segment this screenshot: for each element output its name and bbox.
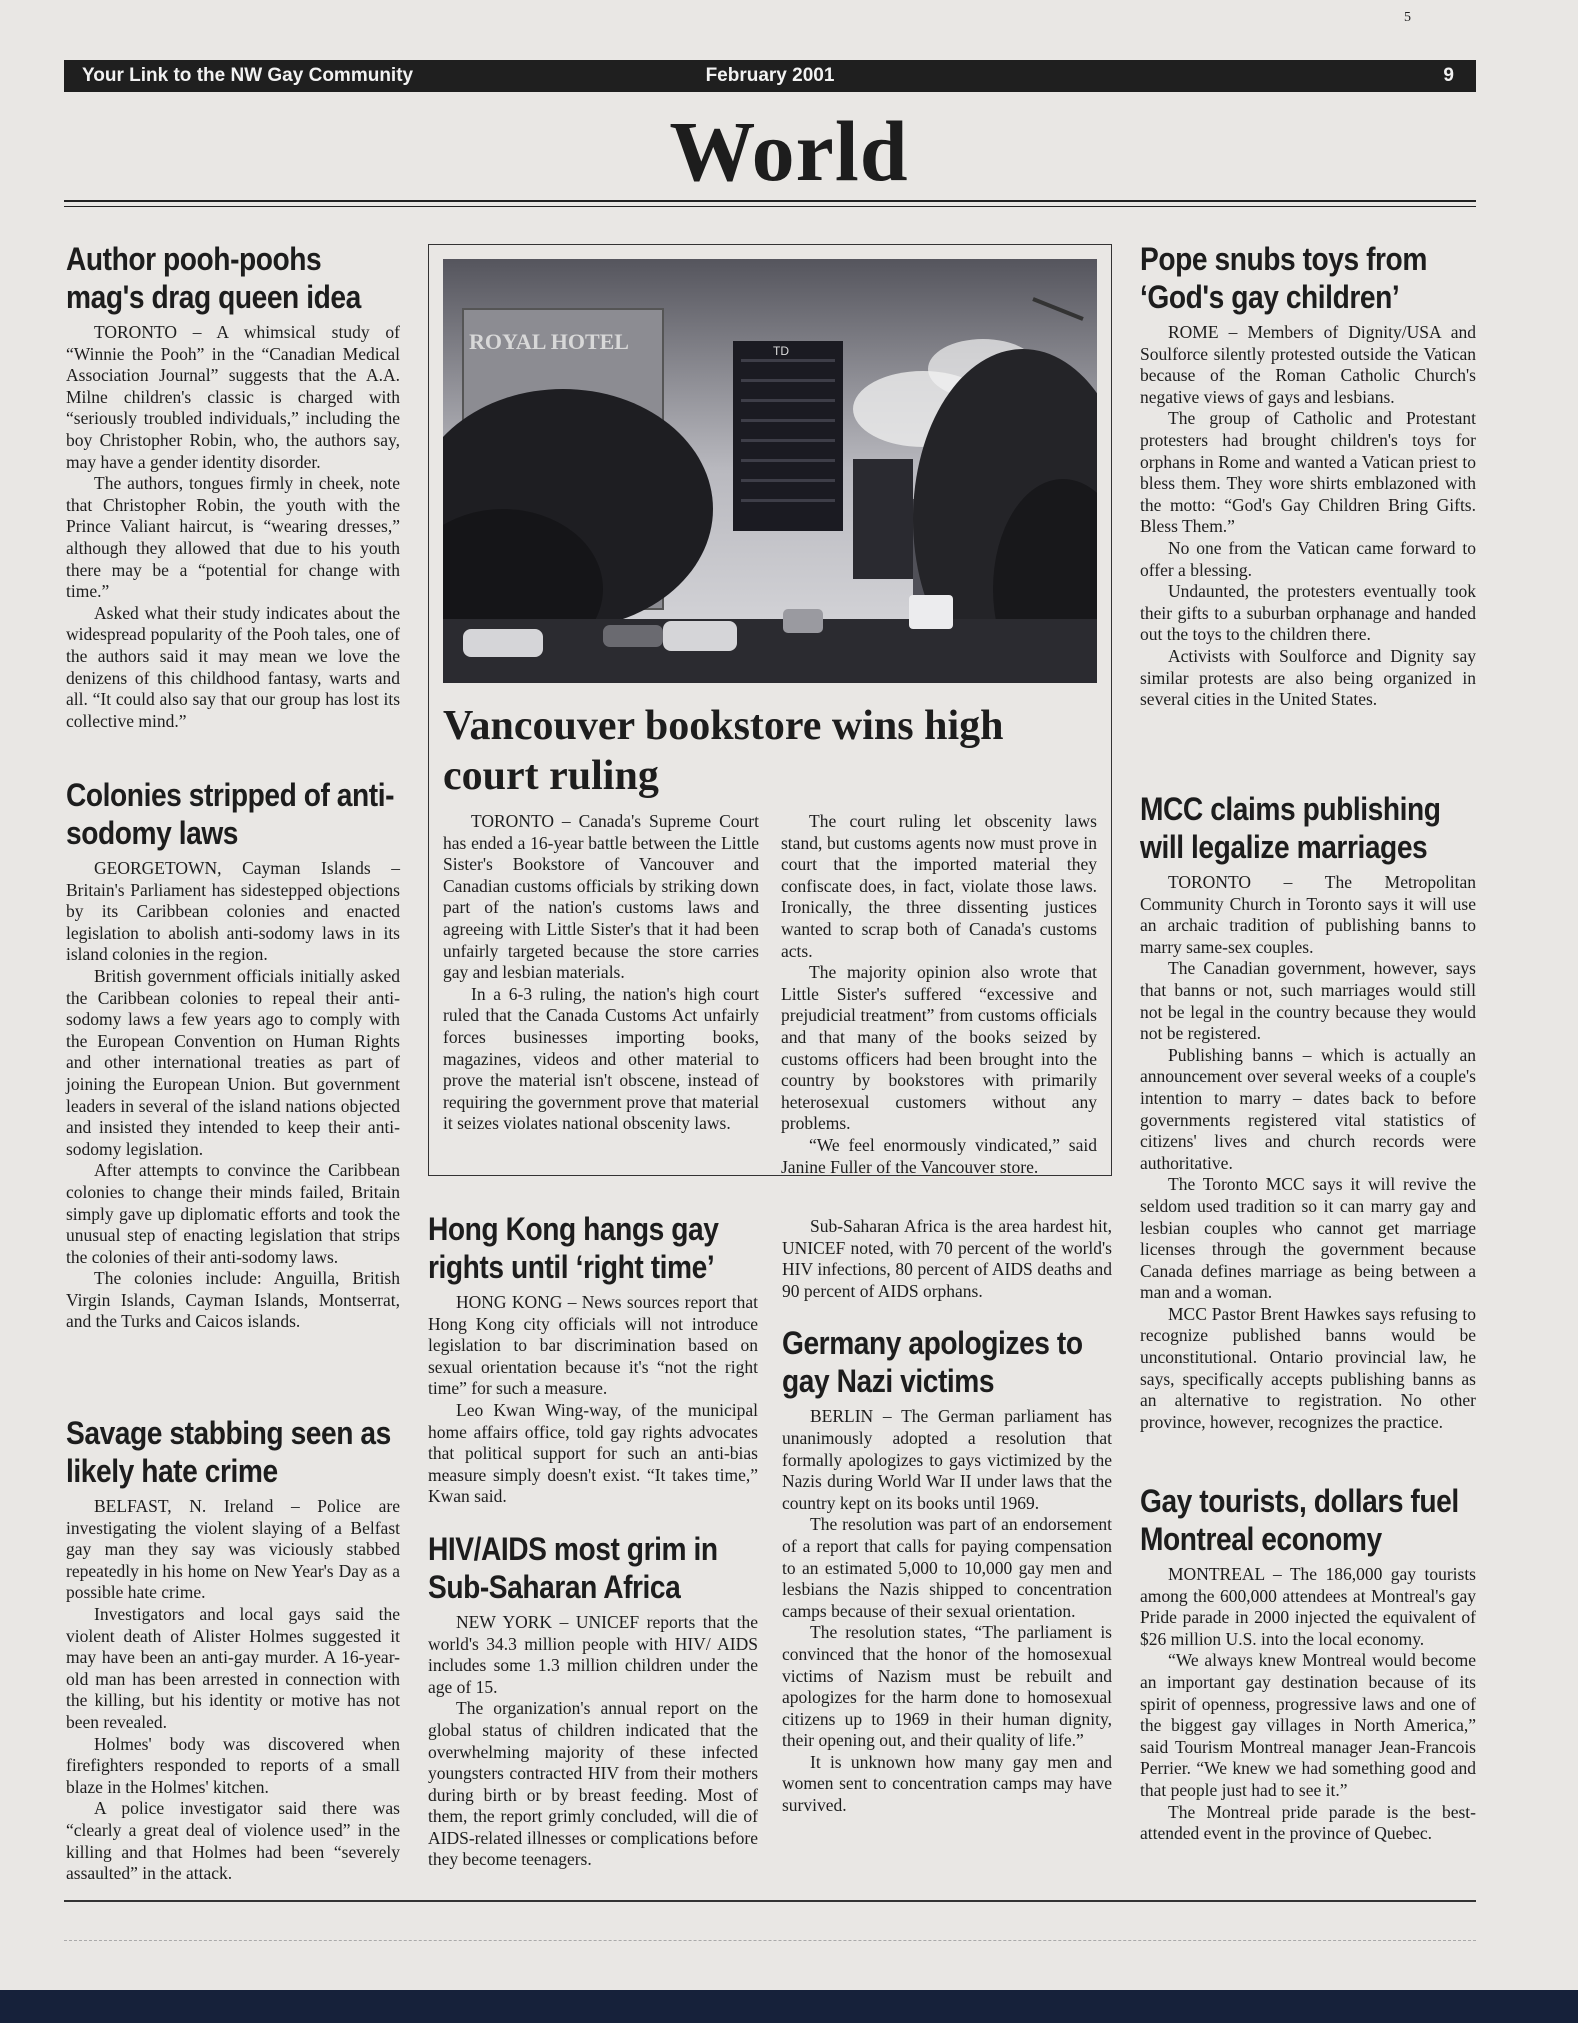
story-montreal <box>1140 1482 1476 1845</box>
paragraph: Sub-Saharan Africa is the area hardest hit, UNICEF noted, with 70 percent of the world's HIV infections, 80 percent of AIDS deaths and 90 percent of AIDS orphans. <box>782 1216 1112 1301</box>
paragraph: The Canadian government, however, says that banns or not, such marriages would still not be legal in the country because they would not be registered. <box>1140 958 1476 1044</box>
photo-illustration <box>443 259 1097 683</box>
headline-colonies: Colonies stripped of anti-sodomy laws <box>66 777 395 851</box>
paragraph: TORONTO – A whimsical study of “Winnie the Pooh” in the “Canadian Medical Association Journal” suggests that the A.A. Milne children's classic is charged with “seriously troubled individuals,” including the boy Christopher Robin, who, the authors say, may have a gender identity disorder. <box>66 322 400 472</box>
left-column <box>66 240 400 732</box>
headline-hivaids: HIV/AIDS most grim in Sub-Saharan Africa <box>428 1530 718 1605</box>
headline-author: Author pooh-poohs mag's drag queen idea <box>66 241 361 315</box>
paragraph: “We feel enormously vindicated,” said Janine Fuller of the Vancouver store. <box>781 1134 1097 1177</box>
right-column-mcc <box>1140 790 1476 1433</box>
paragraph: The Montreal pride parade is the best-attended event in the province of Quebec. <box>1140 1801 1476 1844</box>
header-bar <box>64 60 1476 92</box>
headline-germany: Germany apologizes to gay Nazi victims <box>782 1325 1083 1400</box>
paragraph: NEW YORK – UNICEF reports that the world's 34.3 million people with HIV/ AIDS includes some 1.3 million children under the age of 15. <box>428 1611 758 1697</box>
bottom-rule <box>64 1900 1476 1902</box>
paragraph: The colonies include: Anguilla, British Virgin Islands, Cayman Islands, Montserrat, and the Turks and Caicos islands. <box>66 1268 400 1332</box>
paragraph: Undaunted, the protesters eventually took their gifts to a suburban orphanage and handed out the toys to the children there. <box>1140 581 1476 645</box>
story-hivaids-continued <box>782 1216 1112 1302</box>
paragraph: The resolution was part of an endorsement of a report that calls for paying compensation to an estimated 5,000 to 10,000 gay men and lesbians the Nazis shipped to concentration camps because of their sexual orientation. <box>782 1514 1112 1621</box>
paragraph: TORONTO – The Metropolitan Community Church in Toronto says it will use an archaic tradition of publishing banns to marry same-sex couples. <box>1140 872 1476 957</box>
story-author <box>66 240 400 732</box>
paragraph: ROME – Members of Dignity/USA and Soulforce silently protested outside the Vatican because of the Roman Catholic Church's negative views of gays and lesbians. <box>1140 322 1476 407</box>
headline-vancouver: Vancouver bookstore wins high court ruling <box>443 703 1004 799</box>
story-pope <box>1140 240 1476 711</box>
header-date: February 2001 <box>705 65 835 86</box>
headline-montreal: Gay tourists, dollars fuel Montreal economy <box>1140 1483 1459 1557</box>
story-mcc <box>1140 790 1476 1433</box>
paragraph: The majority opinion also wrote that Little Sister's suffered “excessive and prejudicial treatment” from customs officials and that many of the books seized by customs officers had been brought into the country by bookstores with primarily heterosexual customers without any problems. <box>781 962 1097 1134</box>
paragraph: Activists with Soulforce and Dignity say similar protests are also being organized in several cities in the United States. <box>1140 645 1476 710</box>
paragraph: “We always knew Montreal would become an important gay destination because of its spirit of openness, progressive laws and one of the biggest gay villages in North America,” said Tourism Montreal manager Jean-Francois Perrier. “We knew we had something good and that people just had to see it.” <box>1140 1650 1476 1800</box>
paragraph: It is unknown how many gay men and women sent to concentration camps may have survived. <box>782 1751 1112 1816</box>
paragraph: Investigators and local gays said the violent death of Alister Holmes suggested it may have been an anti-gay murder. A 16-year-old man has been arrested in connection with the killing, but his identity or motive has not been revealed. <box>66 1603 400 1732</box>
paragraph: Leo Kwan Wing-way, of the municipal home affairs office, told gay rights advocates that political support for such an anti-bias measure simply doesn't exist. “It takes time,” Kwan said. <box>428 1399 758 1507</box>
story-hivaids <box>428 1530 758 1871</box>
left-column-savage <box>66 1414 400 1885</box>
scan-edge-band <box>0 1990 1578 2023</box>
story-hongkong <box>428 1210 758 1508</box>
mid-column-1 <box>428 1210 758 1871</box>
paragraph: A police investigator said there was “clearly a great deal of violence used” in the killing and that Holmes had been “severely assaulted” in the attack. <box>66 1798 400 1884</box>
paragraph: The organization's annual report on the global status of children indicated that the overwhelming majority of these infected youngsters contracted HIV from their mothers during birth or by breast feeding. Most of them, the report grimly concluded, will die of AIDS-related illnesses or complications before they become teenagers. <box>428 1698 758 1870</box>
headline-hongkong: Hong Kong hangs gay rights until ‘right time’ <box>428 1211 719 1285</box>
headline-pope: Pope snubs toys from ‘God's gay children’ <box>1140 241 1427 315</box>
paragraph: TORONTO – Canada's Supreme Court has ended a 16-year battle between the Little Sister's Bookstore of Vancouver and Canadian customs officials by striking down part of the nation's customs laws and agreeing with Little Sister's that it had been unfairly targeted because the store carries gay and lesbian materials. <box>443 811 759 983</box>
featured-col-1 <box>443 811 759 1135</box>
bottom-dashed-rule <box>64 1940 1476 1941</box>
header-page-number: 9 <box>1443 65 1454 86</box>
left-column-colonies <box>66 776 400 1333</box>
title-rule <box>64 200 1476 202</box>
featured-col-2 <box>781 811 1097 1178</box>
section-title: World <box>669 103 909 199</box>
paragraph: Asked what their study indicates about the widespread popularity of the Pooh tales, one of the authors said it may mean we love the denizens of this childhood fantasy, warts and all. “It could also say that our group has lost its collective mind.” <box>66 602 400 731</box>
paragraph: After attempts to convince the Caribbean colonies to change their minds failed, Britain simply gave up diplomatic efforts and took the unusual step of enacting legislation that strips the colonies of their anti-sodomy laws. <box>66 1160 400 1267</box>
paragraph: The group of Catholic and Protestant protesters had brought children's toys for orphans in Rome and wanted a Vatican priest to bless them. They wore shirts emblazoned with the motto: “God's Gay Children Bring Gifts. Bless Them.” <box>1140 408 1476 537</box>
featured-story-box <box>428 244 1112 1176</box>
paragraph: The authors, tongues firmly in cheek, note that Christopher Robin, the youth with the Prince Valiant haircut, is “wearing dresses,” although they allowed that due to his youth there may be a “potential for change with time.” <box>66 473 400 602</box>
right-column-montreal <box>1140 1482 1476 1845</box>
paragraph: In a 6-3 ruling, the nation's high court ruled that the Canada Customs Act unfairly forces businesses importing books, magazines, videos and other material to prove the material isn't obscene, instead of requiring the government prove that material it seizes violates national obscenity laws. <box>443 983 759 1134</box>
street-photo <box>443 259 1097 683</box>
paragraph: Holmes' body was discovered when firefighters responded to reports of a small blaze in the Holmes' kitchen. <box>66 1733 400 1797</box>
paragraph: The court ruling let obscenity laws stand, but customs agents now must prove in court that the imported material they confiscate does, in fact, violate those laws. Ironically, the three dissenting justices wanted to scrap both of Canada's customs acts. <box>781 811 1097 961</box>
header-tagline: Your Link to the NW Gay Community <box>82 65 414 86</box>
headline-mcc: MCC claims publishing will legalize marriages <box>1140 791 1441 865</box>
paragraph: The resolution states, “The parliament is convinced that the honor of the homosexual victims of Nazism must be rebuilt and apologizes for the harm done to homosexual citizens up to 1969 in their human dignity, their opening out, and their quality of life.” <box>782 1622 1112 1751</box>
paragraph: GEORGETOWN, Cayman Islands – Britain's Parliament has sidestepped objections by its Caribbean colonies and enacted legislation to abolish anti-sodomy laws in its island colonies in the region. <box>66 858 400 965</box>
headline-savage: Savage stabbing seen as likely hate crime <box>66 1415 391 1489</box>
right-column <box>1140 240 1476 711</box>
paragraph: British government officials initially asked the Caribbean colonies to repeal their anti-sodomy laws a few years ago to comply with the European Convention on Human Rights and other international treaties as part of joining the European Union. But government leaders in several of the island nations objected and insisted they intended to keep their anti- sodomy legislation. <box>66 965 400 1159</box>
paragraph: The Toronto MCC says it will revive the seldom used tradition so it can marry gay and lesbian couples who cannot get marriage licenses through the government because Canada defines marriage as being between a man and a woman. <box>1140 1174 1476 1303</box>
paragraph: No one from the Vatican came forward to offer a blessing. <box>1140 537 1476 580</box>
paragraph: Publishing banns – which is actually an announcement over several weeks of a couple's intention to marry – dates back to before governments registered vital statistics of citizens' lives and church records were authoritative. <box>1140 1044 1476 1173</box>
story-colonies <box>66 776 400 1333</box>
tower-sign: TD <box>773 344 789 358</box>
page-corner-mark: 5 <box>1404 10 1411 25</box>
paragraph: HONG KONG – News sources report that Hong Kong city officials will not introduce legislation to bar discrimination based on sexual orientation because it's “not the right time” for such a measure. <box>428 1292 758 1399</box>
paragraph: BERLIN – The German parliament has unanimously adopted a resolution that formally apologizes to gays victimized by the Nazis during World War II under laws that the country kept on its books until 1969. <box>782 1406 1112 1513</box>
paragraph: MCC Pastor Brent Hawkes says refusing to recognize published banns would be unconstitutional. Ontario provincial law, he says, specifically accepts publishing banns as an alternative to registration. No other province, however, recognizes the practice. <box>1140 1303 1476 1432</box>
story-germany <box>782 1324 1112 1816</box>
paragraph: MONTREAL – The 186,000 gay tourists among the 600,000 attendees at Montreal's gay Pride parade in 2000 injected the equivalent of $26 million U.S. into the local economy. <box>1140 1564 1476 1649</box>
paragraph: BELFAST, N. Ireland – Police are investigating the violent slaying of a Belfast gay man they say was viciously stabbed repeatedly in his home on New Year's Day as a possible hate crime. <box>66 1496 400 1603</box>
title-rule-thin <box>64 206 1476 207</box>
mid-column-2 <box>782 1216 1112 1817</box>
hotel-sign: ROYAL HOTEL <box>469 329 629 354</box>
story-savage <box>66 1414 400 1885</box>
